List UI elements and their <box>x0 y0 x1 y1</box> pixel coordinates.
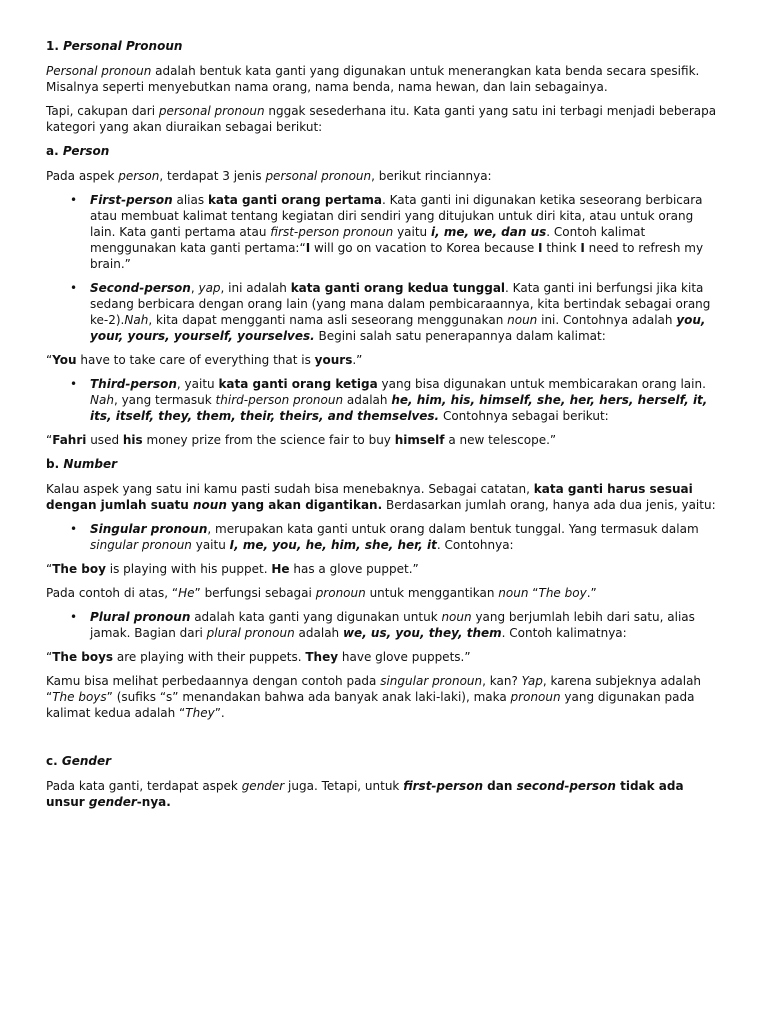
paragraph-gender: Pada kata ganti, terdapat aspek gender juga. Tetapi, untuk first-person dan second-person tidak ada unsur gender-nya. <box>46 779 684 809</box>
paragraph-example-explain: Pada contoh di atas, “He” berfungsi sebagai pronoun untuk menggantikan noun “The boy.” <box>46 586 597 600</box>
list-item-first-person: • First-person alias kata ganti orang pertama. Kata ganti ini digunakan ketika seseorang berbicara atau membuat kalimat tentang kegiatan diri sendiri yang ditujukan untuk diri kita, atau untuk orang lain. Kata ganti pertama atau first-person pronoun yaitu i, me, we, dan us. Contoh kalimat menggunakan kata ganti pertama:“I will go on vacation to Korea because I think I need to refresh my brain.” <box>90 192 722 272</box>
subheading-gender: c. Gender <box>46 754 112 768</box>
list-item-third-person: • Third-person, yaitu kata ganti orang ketiga yang bisa digunakan untuk membicarakan orang lain. Nah, yang termasuk third-person pronoun adalah he, him, his, himself, she, her, hers, herself, it, its, itself, they, them, their, theirs, and themselves. Contohnya sebagai berikut: <box>90 376 722 424</box>
section-heading-personal-pronoun <box>46 38 722 54</box>
list-item-plural-pronoun: • Plural pronoun adalah kata ganti yang digunakan untuk noun yang berjumlah lebih dari satu, alias jamak. Bagian dari plural pronoun adalah we, us, you, they, them. Contoh kalimatnya: <box>90 609 722 641</box>
quote-fahri: “Fahri used his money prize from the science fair to buy himself a new telescope.” <box>46 433 557 447</box>
quote-the-boy: “The boy is playing with his puppet. He has a glove puppet.” <box>46 562 419 576</box>
paragraph-difference: Kamu bisa melihat perbedaannya dengan contoh pada singular pronoun, kan? Yap, karena subjeknya adalah “The boys” (sufiks “s” menandakan bahwa ada banyak anak laki-laki), maka pronoun yang digunakan pada kalimat kedua adalah “They”. <box>46 674 702 720</box>
number-list-singular <box>46 521 722 553</box>
paragraph-scope: Tapi, cakupan dari personal pronoun nggak sesederhana itu. Kata ganti yang satu ini terbagi menjadi beberapa kategori yang akan diuraikan sebagai berikut: <box>46 104 717 134</box>
quote-the-boys: “The boys are playing with their puppets. They have glove puppets.” <box>46 650 471 664</box>
heading-number: 1. <box>46 39 59 53</box>
heading-title: Personal Pronoun <box>63 39 183 53</box>
quote-you: “You have to take care of everything that is yours.” <box>46 353 363 367</box>
paragraph-definition: Personal pronoun adalah bentuk kata ganti yang digunakan untuk menerangkan kata benda secara spesifik. Misalnya seperti menyebutkan nama orang, nama benda, nama hewan, dan lain sebagainya. <box>46 64 700 94</box>
person-list-third <box>46 376 722 424</box>
paragraph-person-intro: Pada aspek person, terdapat 3 jenis personal pronoun, berikut rinciannya: <box>46 169 492 183</box>
list-item-second-person: • Second-person, yap, ini adalah kata ganti orang kedua tunggal. Kata ganti ini berfungsi jika kita sedang berbicara dengan orang lain (yang mana dalam pembicaraannya, kita bertindak sebagai orang ke-2).Nah, kita dapat mengganti nama asli seseorang menggunakan noun ini. Contohnya adalah you, your, yours, yourself, yourselves. Begini salah satu penerapannya dalam kalimat: <box>90 280 722 344</box>
spacer <box>46 729 722 753</box>
subheading-number: b. Number <box>46 457 118 471</box>
number-list-plural <box>46 609 722 641</box>
subheading-person: a. Person <box>46 144 110 158</box>
person-list <box>46 192 722 344</box>
paragraph-number-intro: Kalau aspek yang satu ini kamu pasti sudah bisa menebaknya. Sebagai catatan, kata ganti harus sesuai dengan jumlah suatu noun yang akan digantikan. Berdasarkan jumlah orang, hanya ada dua jenis, yaitu: <box>46 482 716 512</box>
list-item-singular-pronoun: • Singular pronoun, merupakan kata ganti untuk orang dalam bentuk tunggal. Yang termasuk dalam singular pronoun yaitu I, me, you, he, him, she, her, it. Contohnya: <box>90 521 722 553</box>
